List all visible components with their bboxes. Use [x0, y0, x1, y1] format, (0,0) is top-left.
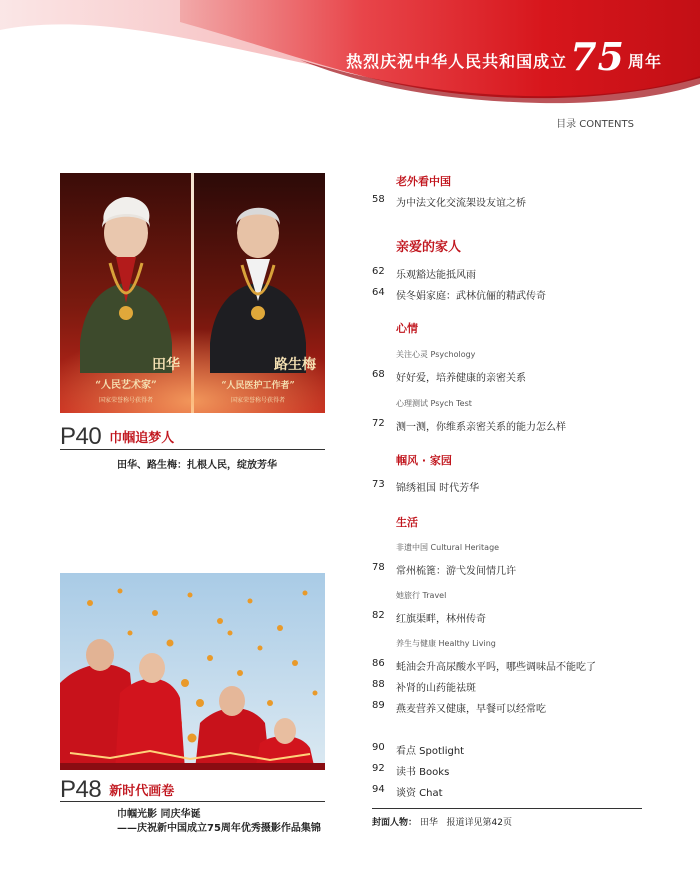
- bottom-divider: [372, 808, 642, 809]
- toc-entry-page: 94: [372, 784, 385, 795]
- honorees-illustration: [60, 173, 325, 413]
- toc-entry-page: 82: [372, 610, 385, 621]
- toc-entry-title: 谈资 Chat: [396, 788, 443, 799]
- feature-title: 巾帼追梦人: [109, 431, 175, 446]
- toc-entry-title: 乐观豁达能抵风雨: [396, 270, 476, 281]
- cover-credit-label: 封面人物：: [372, 818, 418, 828]
- celebration-illustration: [60, 573, 325, 770]
- cover-credit-note: 报道详见第42页: [446, 818, 512, 828]
- toc-entry[interactable]: [372, 679, 476, 694]
- toc-entry-page: 72: [372, 418, 385, 429]
- toc-entry-title: 为中法文化交流架设友谊之桥: [396, 198, 526, 209]
- honoree-left-honor: “人民艺术家”: [95, 380, 157, 391]
- contents-label: 目录 CONTENTS: [556, 119, 634, 130]
- honoree-left-caption: 国家荣誉称号获得者: [98, 397, 154, 404]
- toc-entry-page: 64: [372, 287, 385, 298]
- toc-entry[interactable]: [372, 562, 516, 577]
- toc-entry[interactable]: [372, 266, 476, 281]
- feature-title: 新时代画卷: [109, 784, 175, 799]
- toc-entry[interactable]: [372, 700, 546, 715]
- section-heading: 亲爱的家人: [396, 240, 462, 255]
- toc-entry[interactable]: [372, 369, 526, 384]
- subsection-label: 养生与健康 Healthy Living: [396, 639, 496, 648]
- banner-title: [346, 34, 662, 79]
- subsection-label: 她旅行 Travel: [396, 591, 447, 600]
- toc-entry[interactable]: [372, 658, 596, 673]
- section-heading: 帼风 · 家园: [396, 454, 452, 467]
- feature-subtitle-line2: ——庆祝新中国成立75周年优秀摄影作品集锦: [117, 823, 321, 834]
- toc-entry-page: 86: [372, 658, 385, 669]
- toc-entry-page: 78: [372, 562, 385, 573]
- toc-entry-title: 好好爱，培养健康的亲密关系: [396, 373, 526, 384]
- section-heading: 老外看中国: [396, 175, 451, 188]
- honoree-right-honor: “人民医护工作者”: [221, 381, 295, 391]
- feature-divider: [60, 449, 325, 450]
- toc-entry-page: 92: [372, 763, 385, 774]
- toc-entry-page: 62: [372, 266, 385, 277]
- toc-entry[interactable]: [372, 418, 566, 433]
- toc-entry[interactable]: [372, 763, 449, 778]
- toc-entry[interactable]: [372, 742, 464, 757]
- honoree-right-caption: 国家荣誉称号获得者: [230, 397, 286, 404]
- toc-entry-page: 90: [372, 742, 385, 753]
- feature-subtitle: 田华、路生梅：扎根人民，绽放芳华: [117, 460, 277, 471]
- toc-entry-title: 红旗渠畔，林州传奇: [396, 614, 486, 625]
- toc-entry-page: 68: [372, 369, 385, 380]
- toc-entry-page: 58: [372, 194, 385, 205]
- toc-entry-title: 蚝油会升高尿酸水平吗，哪些调味品不能吃了: [396, 662, 596, 673]
- toc-entry-page: 73: [372, 479, 385, 490]
- feature-photo-celebration[interactable]: [60, 573, 325, 770]
- subsection-label: 关注心灵 Psychology: [396, 350, 476, 359]
- toc-entry-title: 读书 Books: [396, 767, 450, 778]
- banner-title-suffix: 周年: [627, 52, 662, 71]
- feature-page-number: P40: [60, 423, 102, 450]
- feature-subtitle-line1: 巾帼光影 同庆华诞: [117, 809, 201, 820]
- toc-entry[interactable]: [372, 479, 479, 494]
- header-banner: [0, 0, 700, 110]
- subsection-label: 非遗中国 Cultural Heritage: [396, 543, 500, 552]
- toc-entry-title: 看点 Spotlight: [396, 746, 465, 757]
- toc-entry-title: 锦绣祖国 时代芳华: [396, 483, 480, 494]
- toc-entry[interactable]: [372, 287, 546, 302]
- feature-photo-honorees[interactable]: [60, 173, 325, 413]
- cover-credit: [372, 815, 512, 828]
- toc-entry[interactable]: [372, 784, 443, 799]
- banner-title-prefix: 热烈庆祝中华人民共和国成立: [346, 52, 568, 71]
- toc-entry-page: 88: [372, 679, 385, 690]
- subsection-label: 心理测试 Psych Test: [396, 399, 472, 408]
- section-heading: 心情: [396, 322, 418, 335]
- feature-page-number: P48: [60, 776, 102, 803]
- toc-entry[interactable]: [372, 194, 526, 209]
- toc-entry-title: 测一测，你维系亲密关系的能力怎么样: [396, 422, 566, 433]
- feature-heading-p40[interactable]: [60, 425, 174, 449]
- feature-divider: [60, 801, 325, 802]
- honoree-right-name: 路生梅: [274, 357, 316, 373]
- toc-entry-title: 侯冬娟家庭：武林伉俪的精武传奇: [396, 291, 546, 302]
- toc-entry[interactable]: [372, 610, 486, 625]
- toc-entry-page: 89: [372, 700, 385, 711]
- honoree-left-name: 田华: [152, 357, 180, 373]
- section-heading: 生活: [396, 516, 418, 529]
- toc-entry-title: 常州梳篦：游弋发间情几许: [396, 566, 516, 577]
- banner-title-number: 75: [570, 34, 625, 79]
- toc-entry-title: 燕麦营养又健康，早餐可以经常吃: [396, 704, 546, 715]
- toc-entry-title: 补肾的山药能祛斑: [396, 683, 476, 694]
- cover-credit-person: 田华: [419, 818, 438, 828]
- feature-heading-p48[interactable]: [60, 778, 174, 802]
